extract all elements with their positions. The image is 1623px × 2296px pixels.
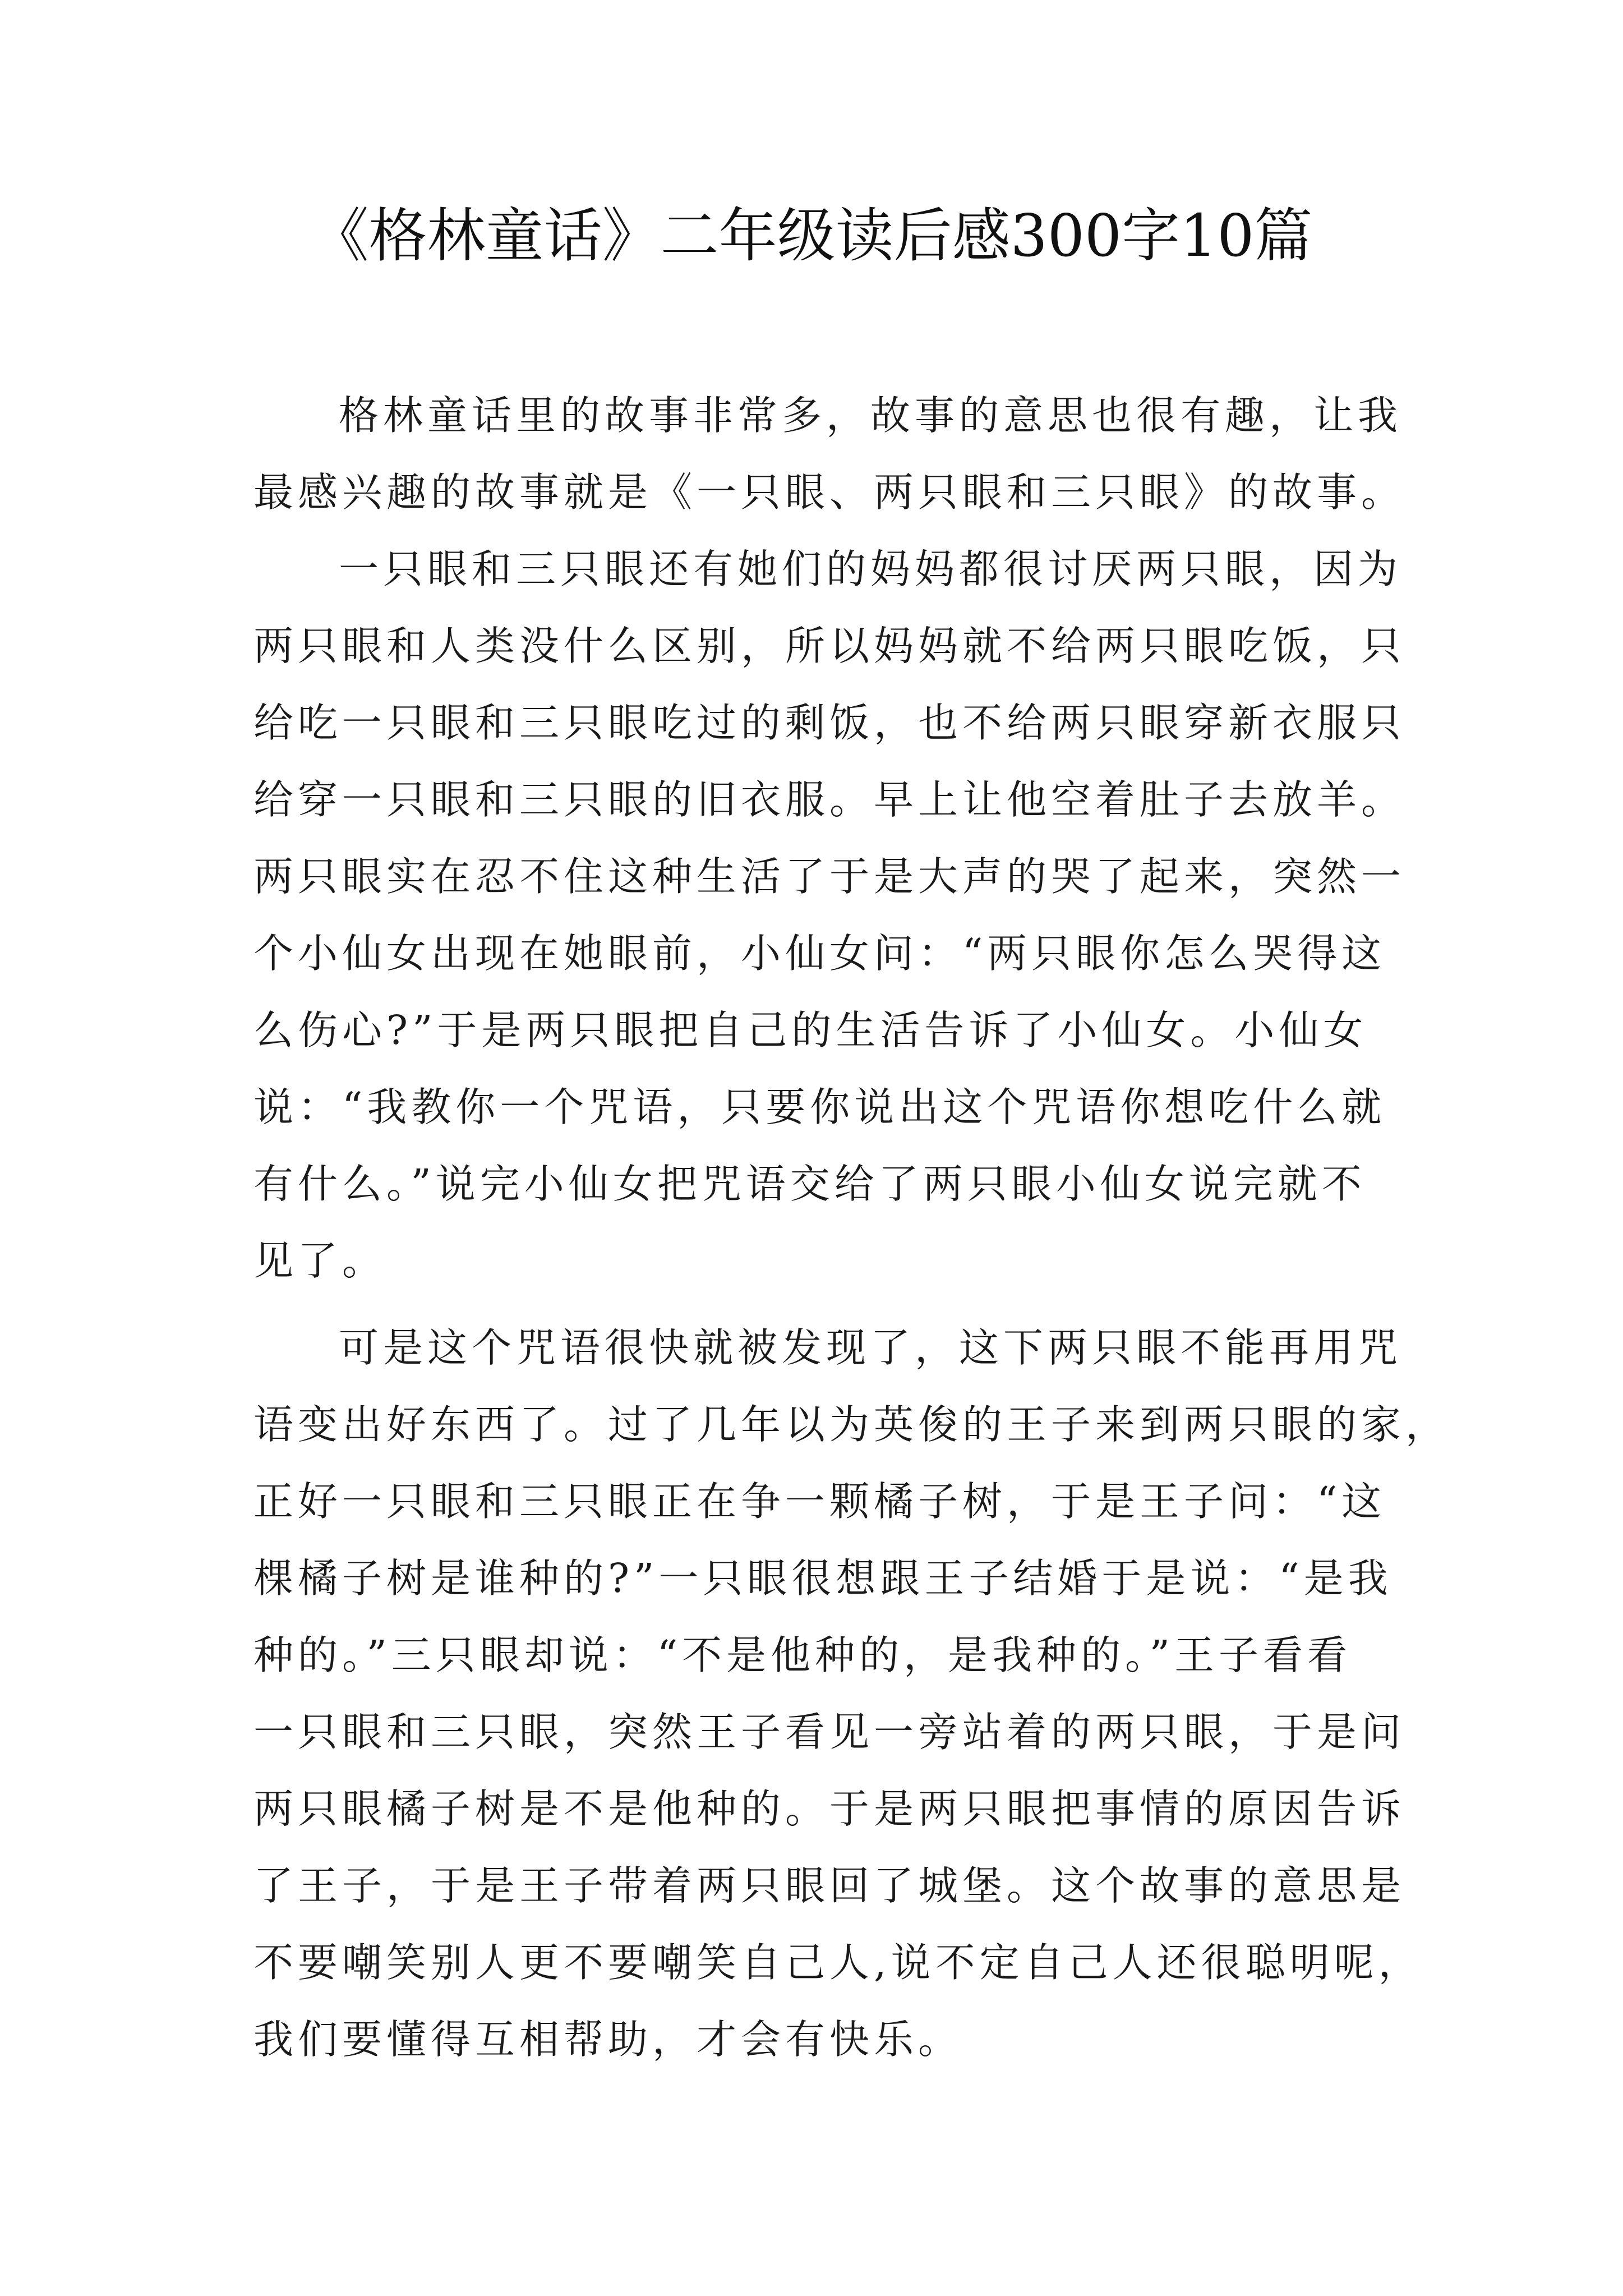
paragraph-line: 说：“我教你一个咒语，只要你说出这个咒语你想吃什么就 xyxy=(253,1084,1386,1130)
paragraph-line: 正好一只眼和三只眼正在争一颗橘子树，于是王子问：“这 xyxy=(253,1478,1386,1525)
paragraph-3 xyxy=(253,1309,1450,2078)
paragraph-line: 两只眼实在忍不住这种生活了于是大声的哭了起来，突然一 xyxy=(253,853,1406,900)
paragraph-line: 么伤心?”于是两只眼把自己的生活告诉了小仙女。小仙女 xyxy=(253,1007,1368,1053)
paragraph-line: 棵橘子树是谁种的?”一只眼很想跟王子结婚于是说：“是我 xyxy=(253,1555,1393,1602)
paragraph-line: 个小仙女出现在她眼前，小仙女问：“两只眼你怎么哭得这 xyxy=(253,930,1386,977)
paragraph-line: 两只眼橘子树是不是他种的。于是两只眼把事情的原因告诉 xyxy=(253,1786,1406,1832)
paragraph-line: 了王子，于是王子带着两只眼回了城堡。这个故事的意思是 xyxy=(253,1862,1406,1909)
paragraph-line: 有什么。”说完小仙女把咒语交给了两只眼小仙女说完就不 xyxy=(253,1161,1366,1207)
paragraph-2 xyxy=(253,531,1406,1299)
paragraph-line: 格林童话里的故事非常多，故事的意思也很有趣，让我 xyxy=(339,392,1403,439)
paragraph-line: 可是这个咒语很快就被发现了，这下两只眼不能再用咒 xyxy=(339,1324,1403,1371)
paragraph-line: 种的。”三只眼却说：“不是他种的，是我种的。”王子看看 xyxy=(253,1632,1352,1678)
paragraph-line: 一只眼和三只眼还有她们的妈妈都很讨厌两只眼，因为 xyxy=(339,546,1403,592)
paragraph-line: 一只眼和三只眼，突然王子看见一旁站着的两只眼，于是问 xyxy=(253,1709,1406,1755)
paragraph-line: 给穿一只眼和三只眼的旧衣服。早上让他空着肚子去放羊。 xyxy=(253,776,1406,823)
document-body xyxy=(253,377,1450,2078)
paragraph-line: 语变出好东西了。过了几年以为英俊的王子来到两只眼的家， xyxy=(253,1401,1450,1448)
paragraph-line: 最感兴趣的故事就是《一只眼、两只眼和三只眼》的故事。 xyxy=(253,469,1406,516)
paragraph-line: 给吃一只眼和三只眼吃过的剩饭，也不给两只眼穿新衣服只 xyxy=(253,700,1406,746)
document-title: 《格林童话》二年级读后感300字10篇 xyxy=(310,201,1313,270)
paragraph-1 xyxy=(253,377,1406,531)
paragraph-line: 不要嘲笑别人更不要嘲笑自己人,说不定自己人还很聪明呢， xyxy=(253,1939,1423,1986)
paragraph-line: 我们要懂得互相帮助，才会有快乐。 xyxy=(253,2016,963,2063)
paragraph-line: 两只眼和人类没什么区别，所以妈妈就不给两只眼吃饭，只 xyxy=(253,623,1406,669)
paragraph-line: 见了。 xyxy=(253,1237,387,1284)
